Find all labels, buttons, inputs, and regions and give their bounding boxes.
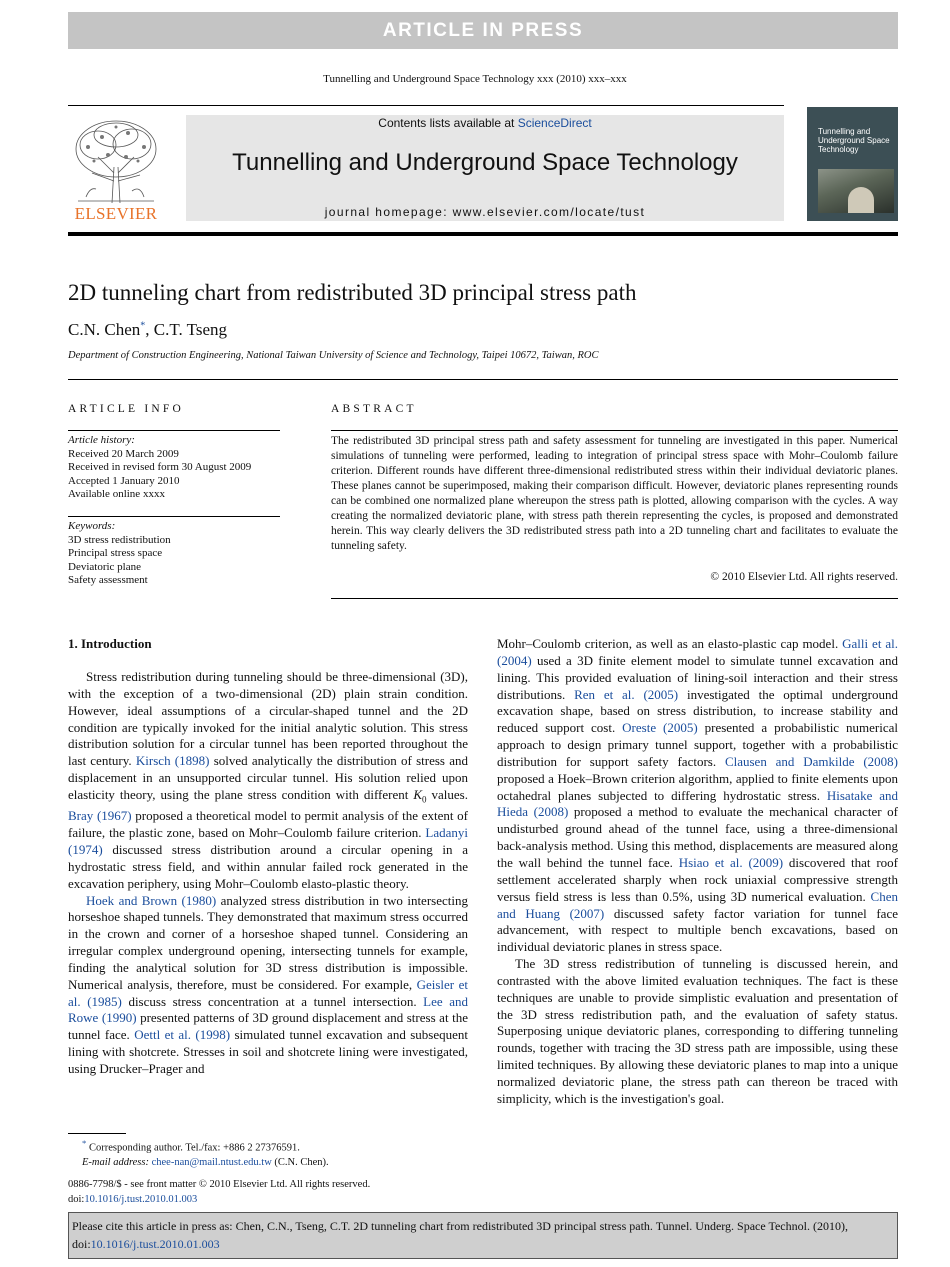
keyword: Principal stress space bbox=[68, 547, 163, 560]
citation-link[interactable]: Hsiao et al. (2009) bbox=[678, 854, 784, 870]
footnote-rule bbox=[68, 1133, 126, 1134]
corresponding-author-note: Corresponding author. Tel./fax: +886 2 27376591. bbox=[86, 1142, 300, 1154]
article-history bbox=[68, 434, 251, 502]
affiliation-rule bbox=[68, 379, 898, 380]
citation-link[interactable]: Hoek and Brown (1980) bbox=[86, 892, 217, 908]
history-item: Accepted 1 January 2010 bbox=[68, 474, 180, 487]
paragraph: The 3D stress redistribution of tunneling is discussed herein, and contrasted with the above limited evaluation techniques. The fact is these techniques are unable to provide simplistic evaluation and presentation of the 3D stress redistribution path, and the evaluation of safety status. Superposing unique deviatoric planes, corresponding to differing tunneling rounds, together with tracing the 3D stress path are impossible, using these limited techniques. By allowing these deviatoric planes to map into a unique normalized deviatoric plane, the stress path can thereon be traced with simplicity, which is the investigation's goal. bbox=[497, 956, 898, 1106]
abstract-top-rule bbox=[331, 430, 898, 431]
masthead-top-rule bbox=[68, 105, 784, 106]
history-item: Available online xxxx bbox=[68, 488, 165, 501]
authors bbox=[68, 320, 227, 340]
right-column bbox=[497, 636, 898, 1108]
citation-link[interactable]: Oettl et al. (1998) bbox=[134, 1027, 231, 1043]
article-in-press-banner: ARTICLE IN PRESS bbox=[68, 12, 898, 49]
citation-link[interactable]: Chen and Huang (2007) bbox=[497, 888, 898, 921]
keyword: Deviatoric plane bbox=[68, 560, 141, 573]
history-rule bbox=[68, 516, 280, 517]
citation-link[interactable]: Ladanyi (1974) bbox=[68, 825, 468, 858]
history-heading: Article history: bbox=[68, 434, 135, 446]
history-item: Received 20 March 2009 bbox=[68, 447, 179, 460]
left-column bbox=[68, 669, 468, 1078]
citation-box: Please cite this article in press as: Chen, C.N., Tseng, C.T. 2D tunneling chart from redistributed 3D principal stress path. Tunnel. Underg. Space Technol. (2010), doi:10.1016/j.tust.2010.01.003 bbox=[68, 1212, 898, 1259]
section-heading-introduction: 1. Introduction bbox=[68, 636, 152, 651]
email-link[interactable]: chee-nan@mail.ntust.edu.tw bbox=[151, 1157, 272, 1168]
paragraph: Mohr–Coulomb criterion, as well as an elasto-plastic cap model. Galli et al. (2004) used a 3D finite element model to simulate tunnel excavation and lining. This provided evaluation of lining-soil interaction and their stress distributions. Ren et al. (2005) investigated the optimal underground excavation shape, based on stress distribution, to increase stability and reduced support cost. Oreste (2005) presented a probabilistic numerical approach to design primary tunnel support, together with a probabilistic distribution for support safety factors. Clausen and Damkilde (2008) proposed a Hoek–Brown criterion algorithm, applied to finite elements upon octahedral planes subjected to differing hydrostatic stress. Hisatake and Hieda (2008) proposed a method to evaluate the mechanical character of undisturbed ground ahead of the tunnel face, using a three-dimensional back-analysis method. Using this method, displacements are measured along the wall behind the tunnel face. Hsiao et al. (2009) discovered that roof settlement accelerated sharply when rock uniaxial compressive strength versus field stress is less than 0.5%, using 3D numerical evaluation. Chen and Huang (2007) discussed safety factor variation for tunnel face advancement, with respect to multiple bench excavations, based on individual deviatoric planes in stress space. bbox=[497, 636, 899, 955]
keywords bbox=[68, 520, 171, 588]
contents-prefix: Contents lists available at bbox=[378, 116, 518, 130]
journal-masthead bbox=[186, 115, 784, 221]
affiliation: Department of Construction Engineering, National Taiwan University of Science and Technology, Taipei 10672, Taiwan, ROC bbox=[68, 350, 599, 361]
citation-link[interactable]: Geisler et al. (1985) bbox=[68, 976, 469, 1009]
front-matter: 0886-7798/$ - see front matter © 2010 Elsevier Ltd. All rights reserved. doi:10.1016/j.tust.2010.01.003 bbox=[68, 1179, 371, 1205]
article-info-rule bbox=[68, 430, 280, 431]
author-2: , C.T. Tseng bbox=[145, 320, 228, 339]
journal-cover-image bbox=[807, 107, 898, 221]
journal-title: Tunnelling and Underground Space Technology bbox=[232, 149, 738, 176]
journal-homepage-link[interactable]: journal homepage: www.elsevier.com/locate/tust bbox=[324, 205, 646, 219]
article-info-label: ARTICLE INFO bbox=[68, 403, 184, 415]
citation-link[interactable]: Oreste (2005) bbox=[622, 720, 698, 736]
issn-line: 0886-7798/$ - see front matter © 2010 Elsevier Ltd. All rights reserved. bbox=[68, 1179, 371, 1190]
doi-link[interactable]: 10.1016/j.tust.2010.01.003 bbox=[84, 1193, 198, 1205]
citation-link[interactable]: Clausen and Damkilde (2008) bbox=[724, 753, 899, 769]
contents-line bbox=[186, 116, 784, 130]
author-1: C.N. Chen bbox=[68, 320, 141, 339]
keyword: 3D stress redistribution bbox=[68, 533, 171, 546]
keyword: Safety assessment bbox=[68, 574, 148, 587]
abstract-bottom-rule bbox=[331, 598, 898, 599]
abstract-text: The redistributed 3D principal stress path and safety assessment for tunneling are investigated in this paper. Numerical simulations of tunneling were performed, leading to integration of principal stress space with Mohr–Coulomb failure criterion. Different rounds have different three-dimensional redistributed stress within their individual deviatoric planes. These planes cannot be superimposed, making their comparison difficult. However, deviatoric planes representing rounds can be combined one normalized plane whereupon the stress path is plotted, allowing comparison with the cycles. A way creating the normalized deviatoric plane, with stress path therein representing the cycles, is proposed and demonstrated herein. This way clearly delivers the 3D redistributed stress path into a 2D tunneling chart and facilitates to evaluate the tunneling safety. bbox=[331, 435, 898, 552]
running-head: Tunnelling and Underground Space Technology xxx (2010) xxx–xxx bbox=[323, 73, 627, 85]
citation-link[interactable]: Lee and Rowe (1990) bbox=[68, 993, 468, 1026]
citation-link[interactable]: Kirsch (1898) bbox=[135, 753, 210, 769]
corresponding-author-mark[interactable]: * bbox=[140, 320, 146, 332]
masthead-rule bbox=[68, 232, 898, 236]
article-title: 2D tunneling chart from redistributed 3D principal stress path bbox=[68, 280, 637, 305]
paragraph: Hoek and Brown (1980) analyzed stress distribution in two intersecting horseshoe shaped tunnels. They demonstrated that maximum stress occurred in the crown and corner of a horseshoe shaped tunnel. Considering an irregular complex underground opening, intersecting tunnels for example, finding the analytical solution for 3D stress distribution is impossible. Numerical analysis, therefore, must be considered. For example, Geisler et al. (1985) discuss stress concentration at a tunnel intersection. Lee and Rowe (1990) presented patterns of 3D ground displacement and stress at the tunnel face. Oettl et al. (1998) simulated tunnel excavation and subsequent lining with shotcrete. Stresses in soil and shotcrete lining were investigated, using Drucker–Prager and bbox=[68, 892, 469, 1076]
citation-doi-link[interactable]: 10.1016/j.tust.2010.01.003 bbox=[90, 1237, 220, 1251]
abstract-copyright: © 2010 Elsevier Ltd. All rights reserved. bbox=[710, 571, 898, 583]
citation-link[interactable]: Bray (1967) bbox=[68, 808, 132, 824]
cover-title: Tunnelling and Underground Space Technology bbox=[818, 127, 890, 154]
abstract-label: ABSTRACT bbox=[331, 403, 417, 415]
footnote: * Corresponding author. Tel./fax: +886 2 27376591. E-mail address: chee-nan@mail.ntust.edu.tw (C.N. Chen). bbox=[82, 1138, 329, 1168]
citation-link[interactable]: Ren et al. (2005) bbox=[574, 686, 679, 702]
citation-link[interactable]: Hisatake and Hieda (2008) bbox=[497, 787, 898, 820]
keywords-heading: Keywords: bbox=[68, 520, 116, 532]
sciencedirect-link[interactable]: ScienceDirect bbox=[517, 116, 592, 130]
cover-photo bbox=[818, 169, 894, 213]
history-item: Received in revised form 30 August 2009 bbox=[68, 461, 252, 474]
elsevier-wordmark: ELSEVIER bbox=[74, 204, 158, 223]
citation-link[interactable]: Galli et al. (2004) bbox=[497, 636, 898, 668]
paragraph: Stress redistribution during tunneling should be three-dimensional (3D), with the exception of a two-dimensional (2D) plain strain condition. However, ideal assumptions of a circular-shaped tunnel and the 2D condition are typically invoked for the initial analytic solution. This stress distribution solution for a circular tunnel has been reported throughout the last century. Kirsch (1898) solved analytically the distribution of stress and displacement in an unsupported circular tunnel. His solution relied upon elasticity theory, using the plane stress condition with different $K_0$ values. Bray (1967) proposed a theoretical model to permit analysis of the extent of failure, the plastic zone, based on Mohr–Coulomb failure criterion. Ladanyi (1974) discussed stress distribution around a circular opening in a hydrostatic stress field, and within annular failed rock generated in the excavation periphery, using Mohr–Coulomb elasto-plastic theory. bbox=[68, 669, 468, 891]
